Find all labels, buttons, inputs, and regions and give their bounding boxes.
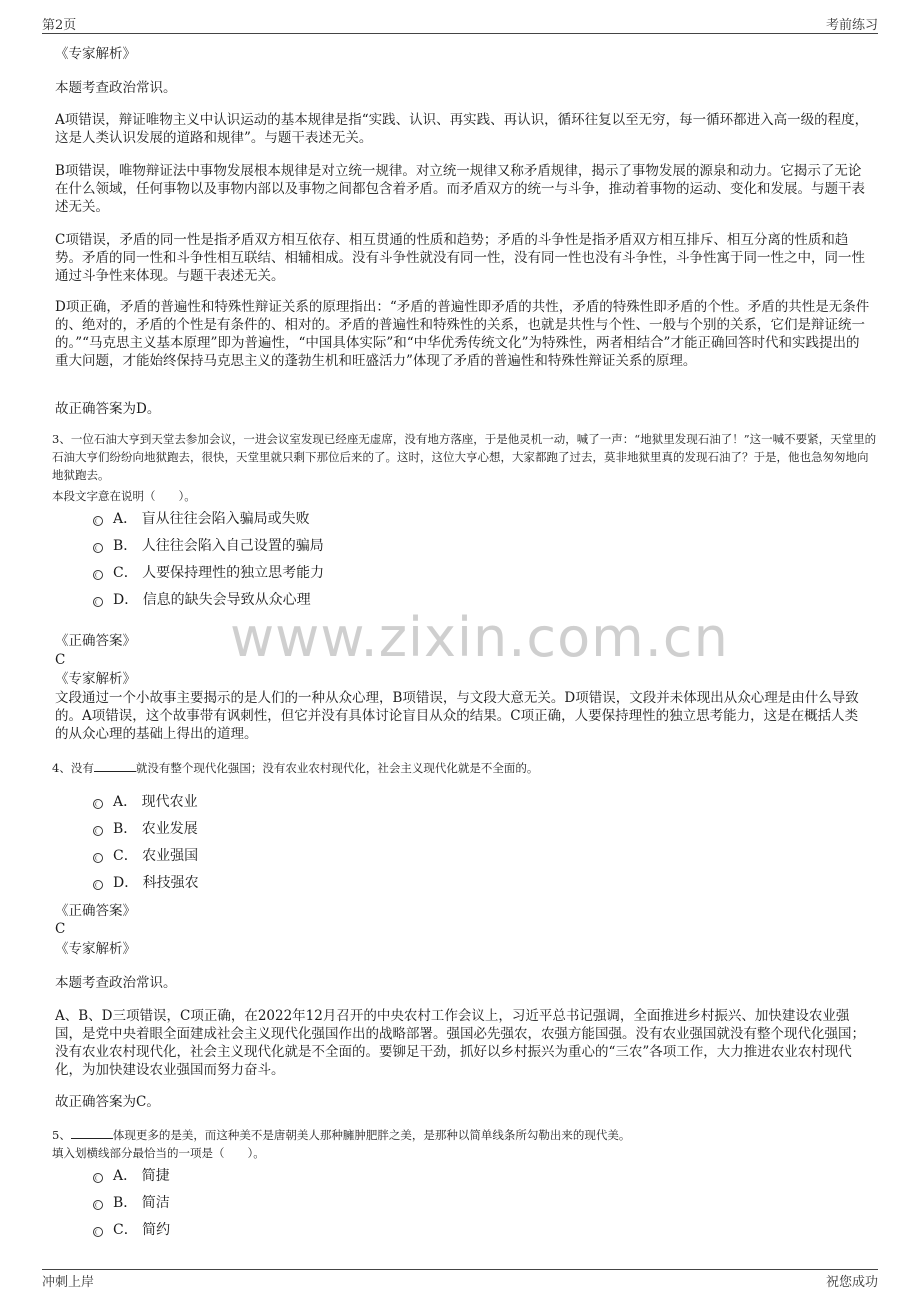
q5-option-c[interactable] bbox=[93, 1221, 170, 1239]
option-text: 简洁 bbox=[141, 1195, 170, 1211]
option-text: 人往往会陷入自己设置的骗局 bbox=[141, 538, 324, 554]
radio-button[interactable] bbox=[93, 516, 103, 526]
footer-right-text: 祝您成功 bbox=[825, 1275, 878, 1290]
radio-button[interactable] bbox=[93, 1173, 103, 1183]
q2-answer: 故正确答案为D。 bbox=[55, 401, 161, 417]
q4-option-c[interactable] bbox=[93, 847, 198, 865]
q4-conclusion: 故正确答案为C。 bbox=[55, 1094, 160, 1110]
page-header bbox=[42, 14, 878, 32]
fill-blank bbox=[94, 759, 136, 772]
q3-option-a[interactable] bbox=[93, 510, 310, 528]
option-letter: D． bbox=[113, 875, 139, 891]
q5-stem bbox=[52, 1126, 878, 1144]
q4-answer: C bbox=[55, 921, 66, 937]
q2-option-d-analysis: D项正确，矛盾的普遍性和特殊性辩证关系的原理指出：“矛盾的普遍性即矛盾的共性，矛盾的特殊性即矛盾的个性。矛盾的共性是无条件的、绝对的，矛盾的个性是有条件的、相对的。矛盾的普遍性和特殊性的关系，也就是共性与个性、一般与个别的关系，它们是辩证统一的。”“马克思主义基本原理”即为普遍性，“中国具体实际”和“中华优秀传统文化”为特殊性，两者相结合”才能正确回答时代和实践提出的重大问题，才能始终保持马克思主义的蓬勃生机和旺盛活力”体现了矛盾的普遍性和特殊性辩证关系的原理。 bbox=[55, 299, 870, 369]
page-number: 第2页 bbox=[42, 18, 77, 33]
q5-option-a[interactable] bbox=[93, 1167, 170, 1185]
radio-button[interactable] bbox=[93, 799, 103, 809]
q5-option-b[interactable] bbox=[93, 1194, 170, 1212]
q4-stem bbox=[52, 759, 878, 777]
radio-button[interactable] bbox=[93, 570, 103, 580]
q3-analysis: 文段通过一个小故事主要揭示的是人们的一种从众心理，B项错误，与文段大意无关。D项错误，文段并未体现出从众心理是由什么导致的。A项错误，这个故事带有讽刺性，但它并没有具体讨论盲目从众的结果。C项正确，人要保持理性的独立思考能力，这是在概括人类的从众心理的基础上得出的道理。 bbox=[55, 690, 859, 742]
option-letter: C． bbox=[113, 1222, 138, 1238]
q3-stem: 3、一位石油大亨到天堂去参加会议，一进会议室发现已经座无虚席，没有地方落座，于是他灵机一动，喊了一声：“地狱里发现石油了！”这一喊不要紧，天堂里的石油大亨们纷纷向地狱跑去，很快，天堂里就只剩下那位后来的了。这时，这位大亨心想，大家都跑了过去，莫非地狱里真的发现石油了？于是，他也急匆匆地向地狱跑去。 bbox=[52, 432, 877, 482]
q4-option-a[interactable] bbox=[93, 793, 198, 811]
radio-button[interactable] bbox=[93, 543, 103, 553]
q3-option-d[interactable] bbox=[93, 591, 311, 609]
header-rule bbox=[42, 33, 878, 34]
option-text: 现代农业 bbox=[141, 794, 198, 810]
option-letter: B． bbox=[113, 538, 138, 554]
option-text: 科技强农 bbox=[142, 875, 199, 891]
option-letter: A． bbox=[113, 794, 138, 810]
q2-intro: 本题考查政治常识。 bbox=[55, 80, 177, 96]
q5-stem-pre: 5、 bbox=[52, 1128, 71, 1142]
option-letter: B． bbox=[113, 821, 138, 837]
fill-blank bbox=[71, 1126, 113, 1139]
option-text: 人要保持理性的独立思考能力 bbox=[142, 565, 325, 581]
q4-stem-pre: 4、没有 bbox=[52, 761, 94, 775]
q3-option-c[interactable] bbox=[93, 564, 324, 582]
radio-button[interactable] bbox=[93, 826, 103, 836]
footer-left-text: 冲刺上岸 bbox=[42, 1275, 95, 1290]
option-letter: C． bbox=[113, 565, 138, 581]
radio-button[interactable] bbox=[93, 853, 103, 863]
option-letter: A． bbox=[113, 511, 138, 527]
option-letter: B． bbox=[113, 1195, 138, 1211]
option-text: 简约 bbox=[142, 1222, 171, 1238]
q2-option-a-analysis: A项错误，辩证唯物主义中认识运动的基本规律是指“实践、认识、再实践、再认识，循环往复以至无穷，每一循环都进入高一级的程度，这是人类认识发展的道路和规律”。与题干表述无关。 bbox=[55, 112, 869, 146]
footer-rule bbox=[42, 1269, 878, 1270]
option-text: 信息的缺失会导致从众心理 bbox=[142, 592, 311, 608]
radio-button[interactable] bbox=[93, 597, 103, 607]
option-text: 农业强国 bbox=[142, 848, 199, 864]
radio-button[interactable] bbox=[93, 1227, 103, 1237]
q2-analysis-label: 《专家解析》 bbox=[55, 46, 136, 62]
radio-button[interactable] bbox=[93, 880, 103, 890]
q3-answer-label: 《正确答案》 bbox=[55, 633, 136, 649]
q5-stem-post: 体现更多的是美，而这种美不是唐朝美人那种臃肿肥胖之美，是那种以简单线条所勾勒出来的现代美。 bbox=[112, 1128, 631, 1142]
q3-analysis-label: 《专家解析》 bbox=[55, 671, 136, 687]
option-letter: C． bbox=[113, 848, 138, 864]
option-letter: D． bbox=[113, 592, 139, 608]
header-title: 考前练习 bbox=[825, 18, 878, 33]
q4-answer-label: 《正确答案》 bbox=[55, 903, 136, 919]
option-text: 简捷 bbox=[141, 1168, 170, 1184]
q4-analysis: A、B、D三项错误，C项正确，在2022年12月召开的中央农村工作会议上，习近平总书记强调，全面推进乡村振兴、加快建设农业强国，是党中央着眼全面建成社会主义现代化强国作出的战略部署。强国必先强农，农强方能国强。没有农业强国就没有整个现代化强国；没有农业农村现代化，社会主义现代化就是不全面的。要铆足干劲，抓好以乡村振兴为重心的“三农”各项工作，大力推进农业农村现代化，为加快建设农业强国而努力奋斗。 bbox=[55, 1008, 865, 1078]
q5-prompt: 填入划横线部分最恰当的一项是（ ）。 bbox=[52, 1146, 265, 1160]
option-text: 盲从往往会陷入骗局或失败 bbox=[141, 511, 310, 527]
q4-option-d[interactable] bbox=[93, 874, 199, 892]
watermark: www.zixin.com.cn bbox=[230, 606, 729, 669]
q2-option-b-analysis: B项错误，唯物辩证法中事物发展根本规律是对立统一规律。对立统一规律又称矛盾规律，揭示了事物发展的源泉和动力。它揭示了无论在什么领域，任何事物以及事物内部以及事物之间都包含着矛盾。而矛盾双方的统一与斗争，推动着事物的运动、变化和发展。与题干表述无关。 bbox=[55, 163, 865, 215]
q3-answer: C bbox=[55, 652, 66, 668]
radio-button[interactable] bbox=[93, 1200, 103, 1210]
q4-intro: 本题考查政治常识。 bbox=[55, 975, 177, 991]
option-text: 农业发展 bbox=[141, 821, 198, 837]
q4-analysis-label: 《专家解析》 bbox=[55, 941, 136, 957]
q3-prompt: 本段文字意在说明（ ）。 bbox=[52, 489, 196, 503]
option-letter: A． bbox=[113, 1168, 138, 1184]
q4-stem-post: 就没有整个现代化强国；没有农业农村现代化，社会主义现代化就是不全面的。 bbox=[135, 761, 539, 775]
q3-option-b[interactable] bbox=[93, 537, 324, 555]
q4-option-b[interactable] bbox=[93, 820, 198, 838]
q2-option-c-analysis: C项错误，矛盾的同一性是指矛盾双方相互依存、相互贯通的性质和趋势；矛盾的斗争性是指矛盾双方相互排斥、相互分离的性质和趋势。矛盾的同一性和斗争性相互联结、相辅相成。没有斗争性就没有同一性，没有同一性也没有斗争性，斗争性寓于同一性之中，同一性通过斗争性来体现。与题干表述无关。 bbox=[55, 232, 865, 284]
